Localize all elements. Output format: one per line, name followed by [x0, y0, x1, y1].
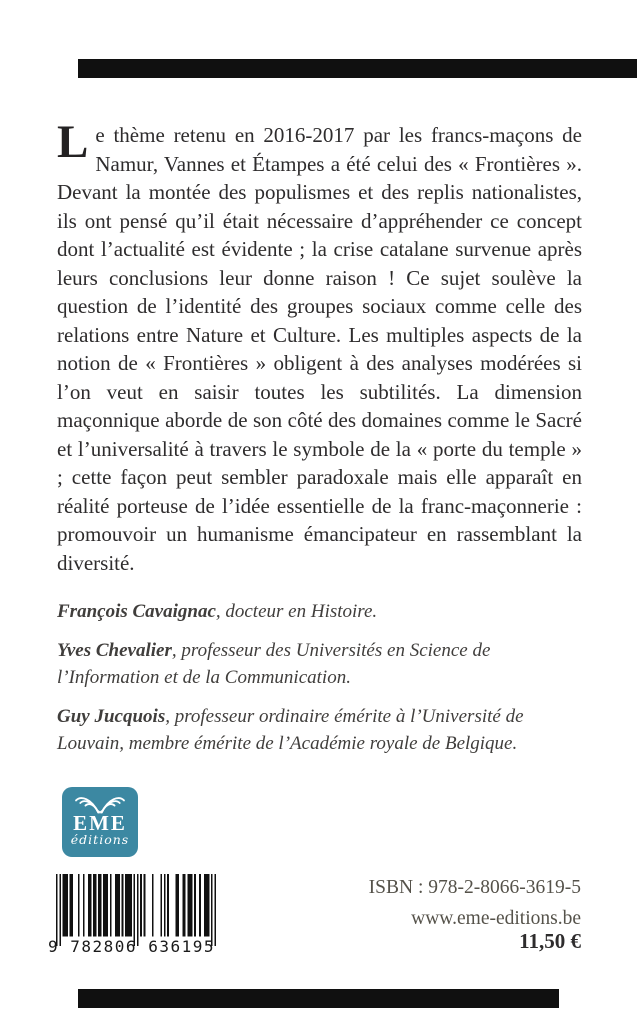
author-name: François Cavaignac [57, 601, 216, 622]
top-black-band [78, 59, 637, 78]
author-name: Guy Jucquois [57, 706, 166, 727]
author-title: , professeur des Universités en Science de l’Information et de la Communication. [57, 640, 491, 688]
publisher-logo [62, 787, 138, 857]
synopsis-text [57, 116, 582, 577]
barcode-digits: 9 782806 636195 [48, 937, 215, 956]
logo-subtitle: éditions [70, 832, 130, 847]
author-name: Yves Chevalier [57, 640, 172, 661]
synopsis-body: e thème retenu en 2016-2017 par les francs-maçons de Namur, Vannes et Étampes a été celui des « Frontières ». Devant la montée des populismes et des replis nationalistes, ils ont pensé qu’il était nécessaire d’appréhender ce concept dont l’actualité est évidente ; la crise catalane survenue après leurs conclusions leur donne raison ! Ce sujet soulève la question de l’identité des groupes sociaux comme celle des relations entre Nature et Culture. Les multiples aspects de la notion de « Frontières » obligent à des analyses modérées si l’on veut en saisir toutes les subtilités. La dimension maçonnique aborde de son côté des domaines comme le Sacré et l’universalité à travers le symbole de la « porte du temple » ; cette façon peut sembler paradoxale mais elle apparaît en réalité porteuse de l’idée essentielle de la franc-maçonnerie : promouvoir un humanisme émancipateur en rassemblant la diversité. [57, 123, 582, 575]
author-title: , professeur ordinaire émérite à l’Université de Louvain, membre émérite de l’Académie royale de Belgique. [57, 706, 524, 754]
author-entry [57, 598, 589, 625]
website-text: www.eme-editions.be [411, 908, 581, 929]
authors-section [57, 598, 589, 769]
drop-cap: L [57, 116, 89, 168]
barcode-bars [56, 874, 216, 946]
logo-wordmark: EME [73, 811, 127, 835]
author-entry [57, 637, 589, 691]
price-text: 11,50 € [519, 929, 581, 953]
bottom-black-band [78, 989, 559, 1008]
barcode [46, 874, 230, 956]
author-entry [57, 703, 589, 757]
isbn-block [369, 872, 581, 934]
isbn-text: ISBN : 978-2-8066-3619-5 [368, 877, 581, 898]
author-title: , docteur en Histoire. [215, 601, 378, 622]
